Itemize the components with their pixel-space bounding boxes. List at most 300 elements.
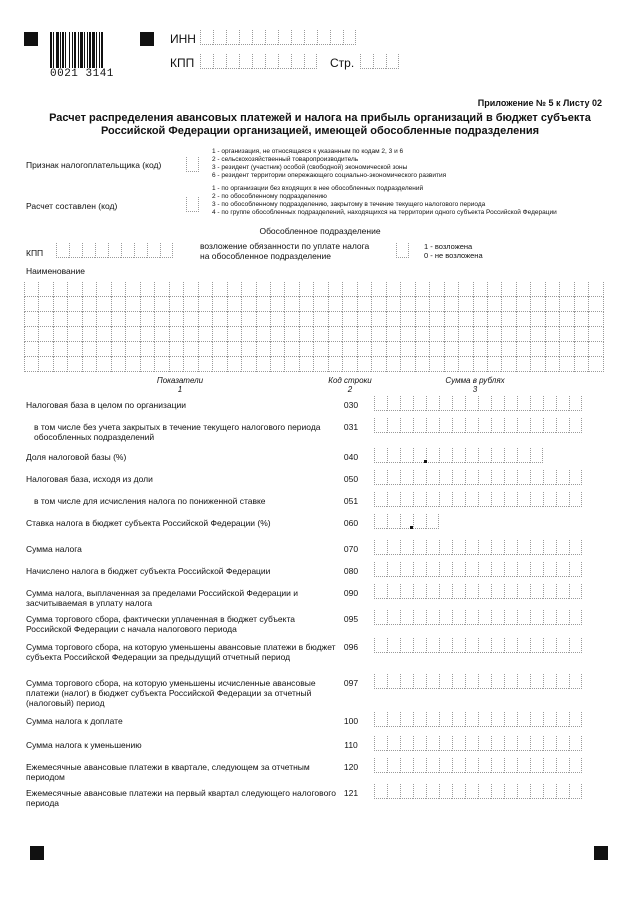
char-cell[interactable] (400, 638, 413, 653)
char-cell[interactable] (413, 418, 426, 433)
char-cell[interactable] (213, 54, 226, 69)
char-cell[interactable] (328, 282, 342, 297)
char-cell[interactable] (374, 758, 387, 773)
char-cell[interactable] (53, 327, 67, 342)
char-cell[interactable] (491, 784, 504, 799)
calc-code-field[interactable] (186, 197, 199, 212)
char-cell[interactable] (439, 674, 452, 689)
char-cell[interactable] (415, 327, 429, 342)
char-cell[interactable] (198, 357, 212, 372)
char-cell[interactable] (227, 357, 241, 372)
char-cell[interactable] (439, 610, 452, 625)
char-cell[interactable] (504, 396, 517, 411)
char-cell[interactable] (545, 282, 559, 297)
char-cell[interactable] (265, 54, 278, 69)
char-cell[interactable] (517, 562, 530, 577)
char-cell[interactable] (387, 736, 400, 751)
char-cell[interactable] (67, 357, 81, 372)
char-cell[interactable] (429, 357, 443, 372)
char-cell[interactable] (154, 357, 168, 372)
char-cell[interactable] (299, 327, 313, 342)
char-cell[interactable] (504, 448, 517, 463)
char-cell[interactable] (387, 396, 400, 411)
char-cell[interactable] (413, 712, 426, 727)
char-cell[interactable] (491, 492, 504, 507)
char-cell[interactable] (342, 342, 356, 357)
char-cell[interactable] (313, 312, 327, 327)
char-cell[interactable] (556, 492, 569, 507)
char-cell[interactable] (487, 282, 501, 297)
char-cell[interactable] (413, 610, 426, 625)
name-grid-row[interactable] (24, 357, 604, 372)
char-cell[interactable] (241, 297, 255, 312)
char-cell[interactable] (543, 674, 556, 689)
char-cell[interactable] (465, 396, 478, 411)
char-cell[interactable] (439, 418, 452, 433)
char-cell[interactable] (125, 342, 139, 357)
char-cell[interactable] (465, 674, 478, 689)
char-cell[interactable] (452, 540, 465, 555)
char-cell[interactable] (96, 297, 110, 312)
char-cell[interactable] (38, 312, 52, 327)
char-cell[interactable] (413, 584, 426, 599)
char-cell[interactable] (252, 30, 265, 45)
char-cell[interactable] (504, 470, 517, 485)
char-cell[interactable] (452, 470, 465, 485)
char-cell[interactable] (439, 470, 452, 485)
char-cell[interactable] (556, 736, 569, 751)
char-cell[interactable] (373, 54, 386, 69)
char-cell[interactable] (400, 312, 414, 327)
char-cell[interactable] (299, 342, 313, 357)
char-cell[interactable] (169, 312, 183, 327)
char-cell[interactable] (413, 396, 426, 411)
char-cell[interactable] (444, 357, 458, 372)
char-cell[interactable] (183, 342, 197, 357)
char-cell[interactable] (504, 562, 517, 577)
char-cell[interactable] (256, 297, 270, 312)
char-cell[interactable] (465, 712, 478, 727)
char-cell[interactable] (478, 492, 491, 507)
char-cell[interactable] (387, 418, 400, 433)
char-cell[interactable] (38, 297, 52, 312)
char-cell[interactable] (556, 396, 569, 411)
char-cell[interactable] (516, 282, 530, 297)
char-cell[interactable] (69, 243, 82, 258)
char-cell[interactable] (530, 758, 543, 773)
char-cell[interactable] (543, 540, 556, 555)
char-cell[interactable] (387, 492, 400, 507)
char-cell[interactable] (147, 243, 160, 258)
char-cell[interactable] (413, 638, 426, 653)
char-cell[interactable] (491, 540, 504, 555)
char-cell[interactable] (452, 610, 465, 625)
char-cell[interactable] (439, 638, 452, 653)
char-cell[interactable] (371, 342, 385, 357)
char-cell[interactable] (374, 396, 387, 411)
char-cell[interactable] (343, 30, 356, 45)
row-sum-field[interactable] (374, 674, 582, 689)
char-cell[interactable] (556, 712, 569, 727)
char-cell[interactable] (371, 357, 385, 372)
char-cell[interactable] (169, 327, 183, 342)
char-cell[interactable] (504, 712, 517, 727)
char-cell[interactable] (313, 357, 327, 372)
char-cell[interactable] (452, 584, 465, 599)
char-cell[interactable] (569, 638, 582, 653)
char-cell[interactable] (328, 342, 342, 357)
char-cell[interactable] (400, 470, 413, 485)
char-cell[interactable] (530, 418, 543, 433)
char-cell[interactable] (569, 610, 582, 625)
row-sum-field[interactable] (374, 470, 582, 485)
char-cell[interactable] (270, 342, 284, 357)
char-cell[interactable] (465, 638, 478, 653)
char-cell[interactable] (543, 638, 556, 653)
char-cell[interactable] (96, 357, 110, 372)
char-cell[interactable] (328, 327, 342, 342)
char-cell[interactable] (413, 674, 426, 689)
char-cell[interactable] (439, 784, 452, 799)
char-cell[interactable] (256, 357, 270, 372)
char-cell[interactable] (530, 448, 543, 463)
char-cell[interactable] (426, 674, 439, 689)
char-cell[interactable] (357, 327, 371, 342)
char-cell[interactable] (501, 342, 515, 357)
char-cell[interactable] (444, 282, 458, 297)
char-cell[interactable] (491, 610, 504, 625)
char-cell[interactable] (313, 327, 327, 342)
char-cell[interactable] (313, 297, 327, 312)
char-cell[interactable] (478, 758, 491, 773)
char-cell[interactable] (183, 297, 197, 312)
char-cell[interactable] (458, 342, 472, 357)
char-cell[interactable] (400, 448, 413, 463)
char-cell[interactable] (556, 584, 569, 599)
char-cell[interactable] (530, 674, 543, 689)
row-sum-field[interactable] (374, 418, 582, 433)
char-cell[interactable] (530, 540, 543, 555)
char-cell[interactable] (299, 282, 313, 297)
char-cell[interactable] (415, 282, 429, 297)
char-cell[interactable] (413, 562, 426, 577)
char-cell[interactable] (504, 492, 517, 507)
char-cell[interactable] (543, 784, 556, 799)
char-cell[interactable] (556, 674, 569, 689)
char-cell[interactable] (125, 312, 139, 327)
char-cell[interactable] (270, 297, 284, 312)
char-cell[interactable] (473, 327, 487, 342)
char-cell[interactable] (559, 282, 573, 297)
char-cell[interactable] (465, 610, 478, 625)
char-cell[interactable] (400, 492, 413, 507)
char-cell[interactable] (53, 312, 67, 327)
char-cell[interactable] (371, 297, 385, 312)
char-cell[interactable] (473, 312, 487, 327)
char-cell[interactable] (478, 396, 491, 411)
char-cell[interactable] (299, 297, 313, 312)
char-cell[interactable] (140, 297, 154, 312)
char-cell[interactable] (82, 312, 96, 327)
char-cell[interactable] (212, 342, 226, 357)
char-cell[interactable] (278, 54, 291, 69)
char-cell[interactable] (574, 312, 588, 327)
char-cell[interactable] (200, 54, 213, 69)
char-cell[interactable] (543, 584, 556, 599)
char-cell[interactable] (278, 30, 291, 45)
inn-field[interactable] (200, 30, 356, 45)
char-cell[interactable] (169, 282, 183, 297)
char-cell[interactable] (517, 418, 530, 433)
char-cell[interactable] (530, 342, 544, 357)
char-cell[interactable] (160, 243, 173, 258)
char-cell[interactable] (559, 312, 573, 327)
char-cell[interactable] (386, 282, 400, 297)
char-cell[interactable] (374, 674, 387, 689)
char-cell[interactable] (465, 562, 478, 577)
char-cell[interactable] (426, 638, 439, 653)
char-cell[interactable] (452, 396, 465, 411)
char-cell[interactable] (386, 312, 400, 327)
char-cell[interactable] (169, 297, 183, 312)
row-sum-field[interactable] (374, 712, 582, 727)
char-cell[interactable] (386, 327, 400, 342)
char-cell[interactable] (239, 30, 252, 45)
char-cell[interactable] (111, 282, 125, 297)
name-grid-row[interactable] (24, 312, 604, 327)
row-sum-field[interactable] (374, 610, 582, 625)
char-cell[interactable] (415, 342, 429, 357)
char-cell[interactable] (487, 297, 501, 312)
char-cell[interactable] (517, 638, 530, 653)
char-cell[interactable] (516, 297, 530, 312)
char-cell[interactable] (444, 342, 458, 357)
char-cell[interactable] (38, 342, 52, 357)
row-sum-field[interactable] (374, 638, 582, 653)
row-sum-field[interactable] (374, 514, 439, 529)
char-cell[interactable] (374, 784, 387, 799)
char-cell[interactable] (574, 282, 588, 297)
char-cell[interactable] (387, 540, 400, 555)
char-cell[interactable] (559, 297, 573, 312)
char-cell[interactable] (556, 784, 569, 799)
char-cell[interactable] (374, 470, 387, 485)
char-cell[interactable] (95, 243, 108, 258)
char-cell[interactable] (452, 674, 465, 689)
char-cell[interactable] (569, 736, 582, 751)
char-cell[interactable] (426, 396, 439, 411)
char-cell[interactable] (270, 312, 284, 327)
char-cell[interactable] (400, 674, 413, 689)
row-sum-field[interactable] (374, 448, 543, 463)
char-cell[interactable] (569, 674, 582, 689)
char-cell[interactable] (400, 396, 413, 411)
char-cell[interactable] (111, 342, 125, 357)
char-cell[interactable] (400, 758, 413, 773)
char-cell[interactable] (154, 282, 168, 297)
char-cell[interactable] (400, 562, 413, 577)
char-cell[interactable] (426, 418, 439, 433)
char-cell[interactable] (439, 492, 452, 507)
char-cell[interactable] (491, 418, 504, 433)
char-cell[interactable] (342, 282, 356, 297)
char-cell[interactable] (386, 357, 400, 372)
char-cell[interactable] (413, 540, 426, 555)
char-cell[interactable] (569, 584, 582, 599)
char-cell[interactable] (291, 54, 304, 69)
char-cell[interactable] (400, 712, 413, 727)
char-cell[interactable] (429, 342, 443, 357)
char-cell[interactable] (304, 54, 317, 69)
char-cell[interactable] (342, 357, 356, 372)
char-cell[interactable] (387, 758, 400, 773)
char-cell[interactable] (556, 562, 569, 577)
char-cell[interactable] (465, 448, 478, 463)
char-cell[interactable] (53, 297, 67, 312)
char-cell[interactable] (487, 327, 501, 342)
char-cell[interactable] (386, 342, 400, 357)
char-cell[interactable] (328, 357, 342, 372)
char-cell[interactable] (504, 674, 517, 689)
char-cell[interactable] (545, 327, 559, 342)
char-cell[interactable] (473, 297, 487, 312)
char-cell[interactable] (134, 243, 147, 258)
char-cell[interactable] (530, 470, 543, 485)
char-cell[interactable] (371, 282, 385, 297)
char-cell[interactable] (387, 674, 400, 689)
char-cell[interactable] (473, 282, 487, 297)
row-sum-field[interactable] (374, 492, 582, 507)
char-cell[interactable] (504, 584, 517, 599)
char-cell[interactable] (256, 342, 270, 357)
char-cell[interactable] (504, 418, 517, 433)
char-cell[interactable] (569, 470, 582, 485)
char-cell[interactable] (426, 610, 439, 625)
char-cell[interactable] (478, 674, 491, 689)
char-cell[interactable] (400, 342, 414, 357)
char-cell[interactable] (154, 312, 168, 327)
char-cell[interactable] (121, 243, 134, 258)
char-cell[interactable] (400, 357, 414, 372)
subdivision-kpp-field[interactable] (56, 243, 173, 258)
char-cell[interactable] (154, 327, 168, 342)
char-cell[interactable] (400, 540, 413, 555)
char-cell[interactable] (24, 312, 38, 327)
char-cell[interactable] (569, 540, 582, 555)
char-cell[interactable] (96, 282, 110, 297)
char-cell[interactable] (556, 470, 569, 485)
char-cell[interactable] (284, 357, 298, 372)
char-cell[interactable] (491, 448, 504, 463)
char-cell[interactable] (426, 470, 439, 485)
char-cell[interactable] (96, 342, 110, 357)
char-cell[interactable] (556, 758, 569, 773)
char-cell[interactable] (374, 448, 387, 463)
char-cell[interactable] (256, 282, 270, 297)
char-cell[interactable] (342, 327, 356, 342)
char-cell[interactable] (186, 157, 199, 172)
char-cell[interactable] (111, 297, 125, 312)
char-cell[interactable] (504, 540, 517, 555)
char-cell[interactable] (517, 736, 530, 751)
char-cell[interactable] (82, 327, 96, 342)
char-cell[interactable] (304, 30, 317, 45)
char-cell[interactable] (545, 312, 559, 327)
char-cell[interactable] (386, 297, 400, 312)
char-cell[interactable] (227, 282, 241, 297)
char-cell[interactable] (429, 312, 443, 327)
char-cell[interactable] (517, 610, 530, 625)
char-cell[interactable] (413, 492, 426, 507)
char-cell[interactable] (517, 784, 530, 799)
char-cell[interactable] (516, 327, 530, 342)
char-cell[interactable] (374, 584, 387, 599)
char-cell[interactable] (530, 396, 543, 411)
char-cell[interactable] (125, 297, 139, 312)
char-cell[interactable] (38, 282, 52, 297)
char-cell[interactable] (439, 562, 452, 577)
char-cell[interactable] (400, 282, 414, 297)
char-cell[interactable] (24, 327, 38, 342)
char-cell[interactable] (543, 492, 556, 507)
char-cell[interactable] (284, 327, 298, 342)
char-cell[interactable] (458, 282, 472, 297)
char-cell[interactable] (415, 357, 429, 372)
char-cell[interactable] (198, 342, 212, 357)
char-cell[interactable] (374, 638, 387, 653)
row-sum-field[interactable] (374, 540, 582, 555)
char-cell[interactable] (478, 784, 491, 799)
char-cell[interactable] (125, 357, 139, 372)
char-cell[interactable] (67, 327, 81, 342)
char-cell[interactable] (413, 470, 426, 485)
row-sum-field[interactable] (374, 758, 582, 773)
char-cell[interactable] (569, 784, 582, 799)
char-cell[interactable] (473, 357, 487, 372)
char-cell[interactable] (543, 418, 556, 433)
char-cell[interactable] (516, 342, 530, 357)
char-cell[interactable] (574, 357, 588, 372)
char-cell[interactable] (140, 342, 154, 357)
char-cell[interactable] (371, 312, 385, 327)
char-cell[interactable] (517, 396, 530, 411)
char-cell[interactable] (559, 327, 573, 342)
char-cell[interactable] (82, 297, 96, 312)
char-cell[interactable] (588, 312, 603, 327)
char-cell[interactable] (543, 736, 556, 751)
char-cell[interactable] (426, 492, 439, 507)
char-cell[interactable] (458, 312, 472, 327)
char-cell[interactable] (429, 327, 443, 342)
char-cell[interactable] (491, 584, 504, 599)
char-cell[interactable] (125, 282, 139, 297)
char-cell[interactable] (200, 30, 213, 45)
char-cell[interactable] (387, 638, 400, 653)
char-cell[interactable] (396, 243, 409, 258)
char-cell[interactable] (439, 396, 452, 411)
char-cell[interactable] (82, 357, 96, 372)
char-cell[interactable] (330, 30, 343, 45)
char-cell[interactable] (426, 758, 439, 773)
char-cell[interactable] (415, 312, 429, 327)
char-cell[interactable] (360, 54, 373, 69)
char-cell[interactable] (198, 297, 212, 312)
char-cell[interactable] (574, 342, 588, 357)
char-cell[interactable] (556, 610, 569, 625)
char-cell[interactable] (212, 282, 226, 297)
char-cell[interactable] (439, 448, 452, 463)
char-cell[interactable] (478, 540, 491, 555)
